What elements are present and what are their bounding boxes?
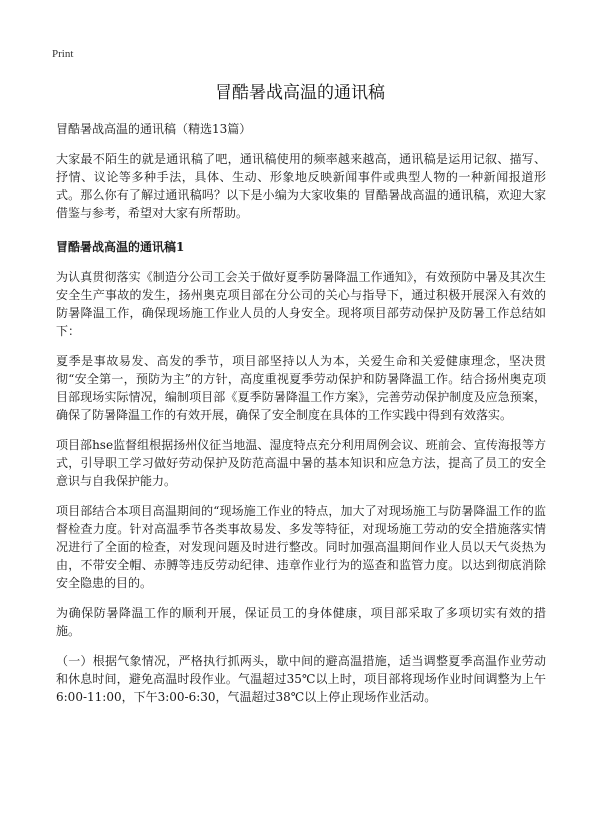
print-link[interactable]: Print <box>52 48 74 60</box>
document-subtitle: 冒酷暑战高温的通讯稿（精选13篇） <box>56 122 252 136</box>
intro-paragraph: 大家最不陌生的就是通讯稿了吧，通讯稿使用的频率越来越高，通讯稿是运用记叙、描写、抒情、议论等多种手法，具体、生动、形象地反映新闻事件或典型人物的一种新闻报道形式。那么你有了解过通讯稿吗？以下是小编为大家收集的 冒酷暑战高温的通讯稿，欢迎大家借鉴与参考，希望对大家有所帮助。 <box>56 152 546 220</box>
paragraph-1: 为认真贯彻落实《制造分公司工会关于做好夏季防暑降温工作通知》，有效预防中暑及其次生安全生产事故的发生，扬州奥克项目部在分公司的关心与指导下，通过积极开展深入有效的防暑降温工作，确保现场施工作业人员的人身安全。现将项目部劳动保护及防暑工作总结如下： <box>56 270 546 338</box>
paragraph-4: 项目部结合本项目高温期间的“现场施工作业的特点，加大了对现场施工与防暑降温工作的监督检查力度。针对高温季节各类事故易发、多发等特征，对现场施工劳动的安全措施落实情况进行了全面的检查，对发现问题及时进行整改。同时加强高温期间作业人员以天气炎热为由，不带安全帽、赤膊等违反劳动纪律、违章作业行为的巡查和监管力度。以达到彻底消除安全隐患的目的。 <box>56 504 546 590</box>
paragraph-2: 夏季是事故易发、高发的季节，项目部坚持以人为本，关爱生命和关爱健康理念，坚决贯彻“安全第一，预防为主”的方针，高度重视夏季劳动保护和防暑降温工作。结合扬州奥克项目部现场实际情况，编制项目部《夏季防暑降温工作方案》，完善劳动保护制度及应急预案，确保了防暑降温工作的有效开展，确保了安全制度在具体的工作实践中得到有效落实。 <box>56 354 546 422</box>
paragraph-5: 为确保防暑降温工作的顺利开展，保证员工的身体健康，项目部采取了多项切实有效的措施。 <box>56 606 546 638</box>
paragraph-6: （一）根据气象情况，严格执行抓两头，歇中间的避高温措施，适当调整夏季高温作业劳动和休息时间，避免高温时段作业。气温超过35℃以上时，项目部将现场作业时间调整为上午6:00-11:00，下午3:00-6:30，气温超过38℃以上停止现场作业活动。 <box>56 654 546 704</box>
page-title: 冒酷暑战高温的通讯稿 <box>215 83 385 103</box>
document-body <box>56 120 546 718</box>
paragraph-3: 项目部hse监督组根据扬州仪征当地温、湿度特点充分利用周例会议、班前会、宣传海报等方式，引导职工学习做好劳动保护及防范高温中暑的基本知识和应急方法，提高了员工的安全意识与自我保护能力。 <box>56 438 546 488</box>
section-heading: 冒酷暑战高温的通讯稿1 <box>56 240 185 254</box>
